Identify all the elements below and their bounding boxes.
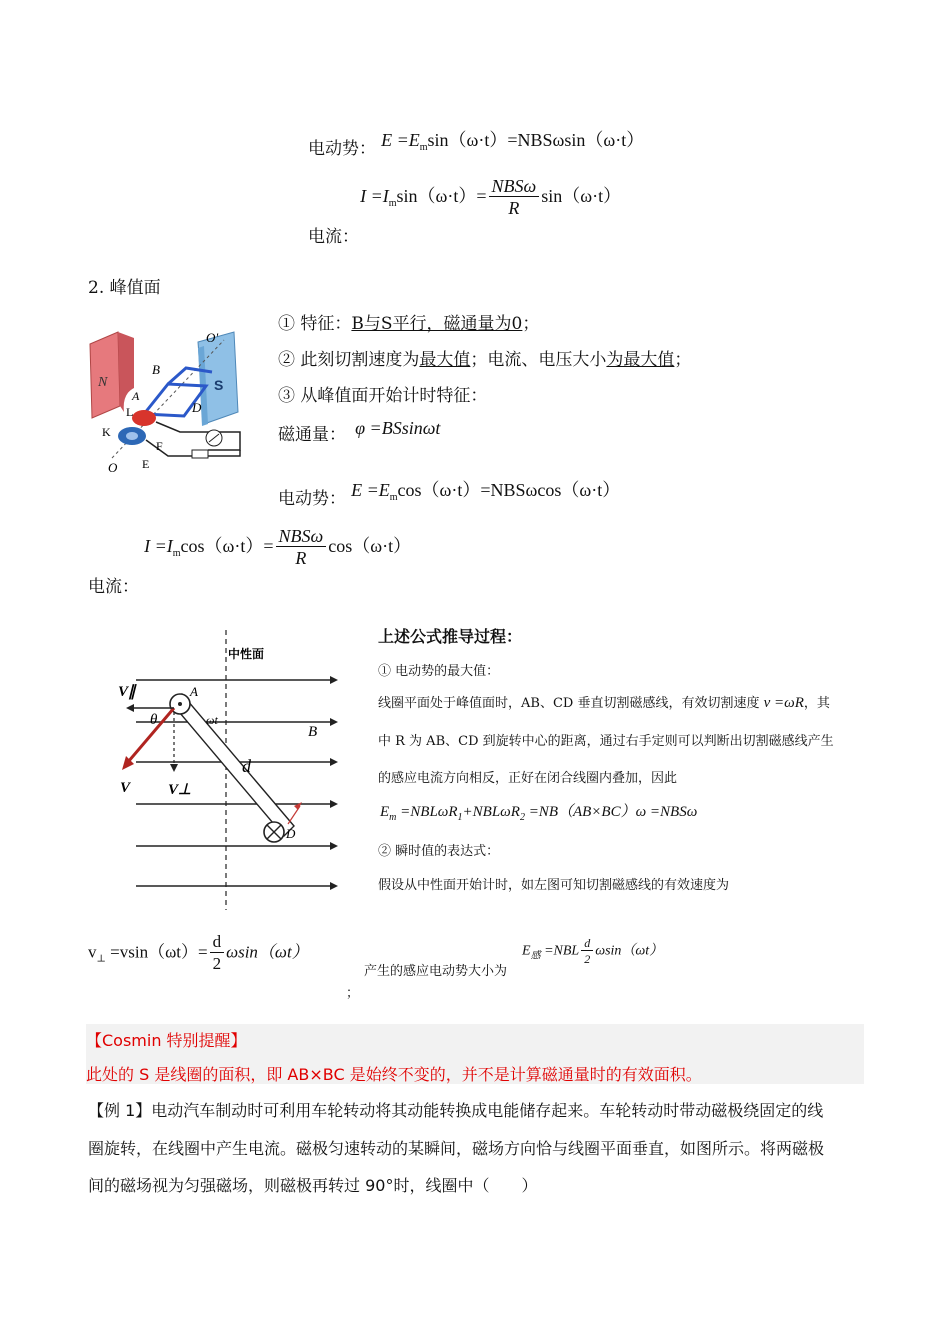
velocity-vector-figure	[108, 628, 344, 912]
feature-item-3: ③ 从峰值面开始计时特征：	[278, 386, 488, 406]
feature-item-2: ② 此刻切割速度为最大值；电流、电压大小为最大值；	[278, 350, 692, 370]
example-line-3: 间的磁场视为匀强磁场，则磁极再转过 90°时，线圈中（ ）	[88, 1176, 538, 1195]
label-a-point: A	[190, 684, 198, 699]
label-b: B	[152, 362, 160, 377]
label-l: L	[126, 405, 134, 419]
s-pole-label: S	[214, 377, 224, 393]
current-label-2: 电流：	[88, 576, 139, 597]
current-formula: $I =I_m\sin(\omega\cdot t)=$ $\frac{\text{NBSω}}{R}$ sin（ω·t）	[360, 176, 622, 218]
note-text: 此处的 S 是线圈的面积，即 AB×BC 是始终不变的，并不是计算磁通量时的有效面积。	[86, 1065, 702, 1084]
v-perp-formula: $v_\perp =vsin(\omega t)=$ $\frac{d}{2}$ ωsin（ωt）	[88, 932, 309, 973]
current-formula-2: $I =I_m\cos(\omega\cdot t)=$ $\frac{\text{NBSω}}{R}$ cos（ω·t）	[144, 526, 412, 568]
label-d: D	[192, 400, 202, 415]
example-line-2: 圈旋转，在线圈中产生电流。磁极匀速转动的某瞬间，磁场方向恰与线圈平面垂直，如图所示。将两磁极	[88, 1139, 825, 1158]
note-title: 【Cosmin 特别提醒】	[86, 1031, 247, 1050]
label-omega-t: ωt	[206, 713, 218, 727]
label-d-point: D	[286, 826, 296, 841]
label-v: V	[120, 780, 131, 796]
label-f: F	[156, 439, 163, 453]
example-line-1: 【例 1】电动汽车制动时可利用车轮转动将其动能转换成电能储存起来。车轮转动时带动磁极绕固定的线	[88, 1101, 824, 1120]
emf-label-2: 电动势：	[278, 489, 346, 509]
feature-item-1: ① 特征：B与S平行，磁通量为0；	[278, 314, 540, 334]
label-o-prime: O'	[206, 330, 219, 345]
derivation-line-1: 线圈平面处于峰值面时，AB、CD 垂直切割磁感线，有效切割速度 v =ωR，其	[378, 695, 830, 711]
neutral-plane-label: 中性面	[228, 647, 265, 661]
flux-label: 磁通量：	[278, 425, 346, 445]
emf-row-2	[278, 476, 621, 509]
current-row-2	[88, 526, 412, 597]
label-v-perp: V⊥	[168, 782, 192, 798]
label-k: K	[102, 425, 111, 439]
derivation-line-4: 假设从中性面开始计时，如左图可知切割磁感线的有效速度为	[378, 878, 730, 893]
label-d-length: d	[242, 756, 251, 776]
label-theta: θ	[150, 712, 158, 728]
label-b-field: B	[308, 724, 318, 740]
derivation-step-2: ② 瞬时值的表达式：	[378, 844, 500, 859]
generator-figure	[88, 328, 258, 480]
label-v-parallel: V∥	[118, 684, 136, 700]
emf-formula-2: $E =E_m\cos(\omega\cdot t)=NBS\omega\cos(\omega\cdot t)$	[351, 480, 621, 503]
induced-emf-formula: $E_感 =NBL$ $\frac{d}{2}$ ωsin（ωt）	[522, 936, 664, 966]
induced-emf-text: 产生的感应电动势大小为	[364, 964, 508, 979]
emf-row-1	[308, 126, 645, 159]
emf-formula: $E =E_m\sin(\omega\cdot t)=NBS\omega\sin(\omega\cdot t)$	[381, 130, 645, 153]
semicolon: ；	[346, 986, 360, 1001]
current-label: 电流：	[308, 226, 359, 247]
label-a: A	[132, 389, 140, 403]
derivation-step-1: ① 电动势的最大值：	[378, 664, 500, 679]
derivation-title: 上述公式推导过程：	[378, 627, 523, 646]
flux-formula: φ =BSsinωt	[355, 418, 441, 438]
section-heading-peak-plane: 2. 峰值面	[88, 278, 161, 298]
label-e: E	[142, 457, 150, 471]
n-pole-label: N	[98, 375, 108, 390]
em-formula: $E_m =NBL\omega R_1+NBL\omega R_2 =NB(AB\times BC)\omega =NBS\omega$	[380, 804, 698, 823]
current-row-1	[308, 176, 622, 247]
derivation-line-2: 中 R 为 AB、CD 到旋转中心的距离，通过右手定则可以判断出切割磁感线产生	[378, 734, 834, 749]
flux-row	[278, 414, 441, 445]
emf-label: 电动势：	[308, 139, 376, 159]
derivation-line-3: 的感应电流方向相反，正好在闭合线圈内叠加，因此	[378, 771, 678, 786]
label-o: O	[108, 460, 118, 475]
